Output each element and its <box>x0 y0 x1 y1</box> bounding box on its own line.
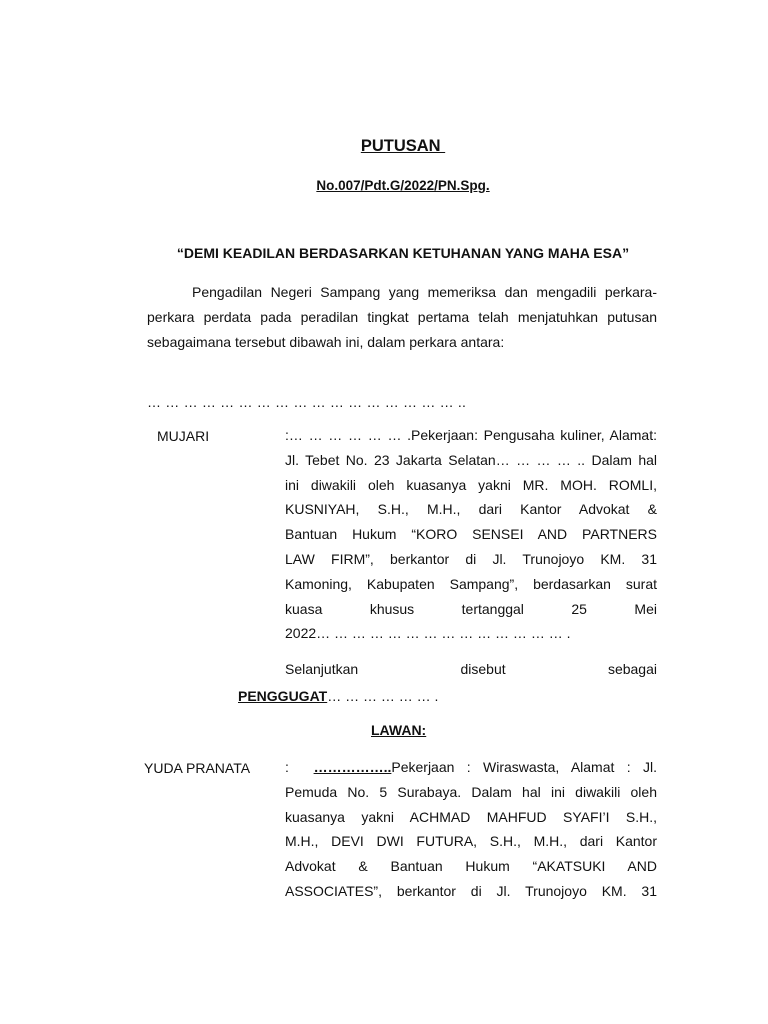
plaintiff-line: Bantuan Hukum “KORO SENSEI AND PARTNERS <box>285 526 657 543</box>
plaintiff-line: :… … … … … … .Pekerjaan: Pengusaha kuliner, Alamat: <box>285 427 657 443</box>
intro-line: menjatuhkan putusan sebagaimana tersebut dibawah ini, dalam perkara <box>147 308 658 350</box>
oath-heading: “DEMI KEADILAN BERDASARKAN KETUHANAN YANG MAHA ESA” <box>176 245 630 261</box>
referred-word: sebagai <box>607 661 657 677</box>
defendant-line: ASSOCIATES”, berkantor di Jl. Trunojoyo KM. 31 <box>285 882 657 899</box>
plaintiff-line: Jl. Tebet No. 23 Jakarta Selatan… … … … .. Dalam hal <box>285 451 657 468</box>
plaintiff-role-dots: … … … … … … . <box>327 688 439 704</box>
versus-heading: LAWAN: <box>371 722 427 738</box>
plaintiff-line: KUSNIYAH, S.H., M.H., dari Kantor Advokat & <box>285 501 657 518</box>
defendant-dots: …………….. <box>313 759 392 775</box>
plaintiff-line: ini diwakili oleh kuasanya yakni MR. MOH. ROMLI, <box>285 476 657 493</box>
defendant-colon: : <box>285 759 314 775</box>
defendant-line <box>285 755 657 780</box>
document-title: PUTUSAN <box>360 137 446 155</box>
intro-line: antara: <box>460 333 505 350</box>
defendant-details <box>285 755 657 904</box>
intro-paragraph <box>147 280 657 354</box>
case-number: No.007/Pdt.G/2022/PN.Spg. <box>316 178 490 193</box>
referred-word: Selanjutkan <box>285 661 359 677</box>
referred-as-line <box>285 661 657 677</box>
intro-line: perkara-perkara perdata pada peradilan tingkat pertama telah <box>147 284 658 325</box>
plaintiff-role-label: PENGGUGAT <box>238 688 328 704</box>
defendant-occupation: Pekerjaan : Wiraswasta, Alamat : Jl. <box>391 759 657 775</box>
defendant-line: Advokat & Bantuan Hukum “AKATSUKI AND <box>285 858 657 875</box>
plaintiff-line: LAW FIRM”, berkantor di Jl. Trunojoyo KM. 31 <box>285 550 657 567</box>
defendant-name: YUDA PRANATA <box>144 760 251 776</box>
plaintiff-line: 2022… … … … … … … … … … … … … … . <box>285 625 571 642</box>
plaintiff-name: MUJARI <box>157 428 210 444</box>
defendant-line: kuasanya yakni ACHMAD MAHFUD SYAFI’I S.H., <box>285 808 657 825</box>
defendant-line: Pemuda No. 5 Surabaya. Dalam hal ini diwakili oleh <box>285 783 657 800</box>
referred-word: disebut <box>460 661 506 677</box>
intro-line: Pengadilan Negeri Sampang yang memeriksa dan mengadili <box>192 284 597 300</box>
defendant-line: M.H., DEVI DWI FUTURA, S.H., M.H., dari Kantor <box>285 833 657 850</box>
placeholder-dots: … … … … … … … … … … … … … … … … … .. <box>147 394 467 410</box>
plaintiff-details <box>285 423 657 646</box>
plaintiff-line: Kamoning, Kabupaten Sampang”, berdasarkan surat <box>285 575 657 592</box>
plaintiff-line: kuasa khusus tertanggal 25 Mei <box>285 600 657 617</box>
plaintiff-role <box>238 688 438 704</box>
